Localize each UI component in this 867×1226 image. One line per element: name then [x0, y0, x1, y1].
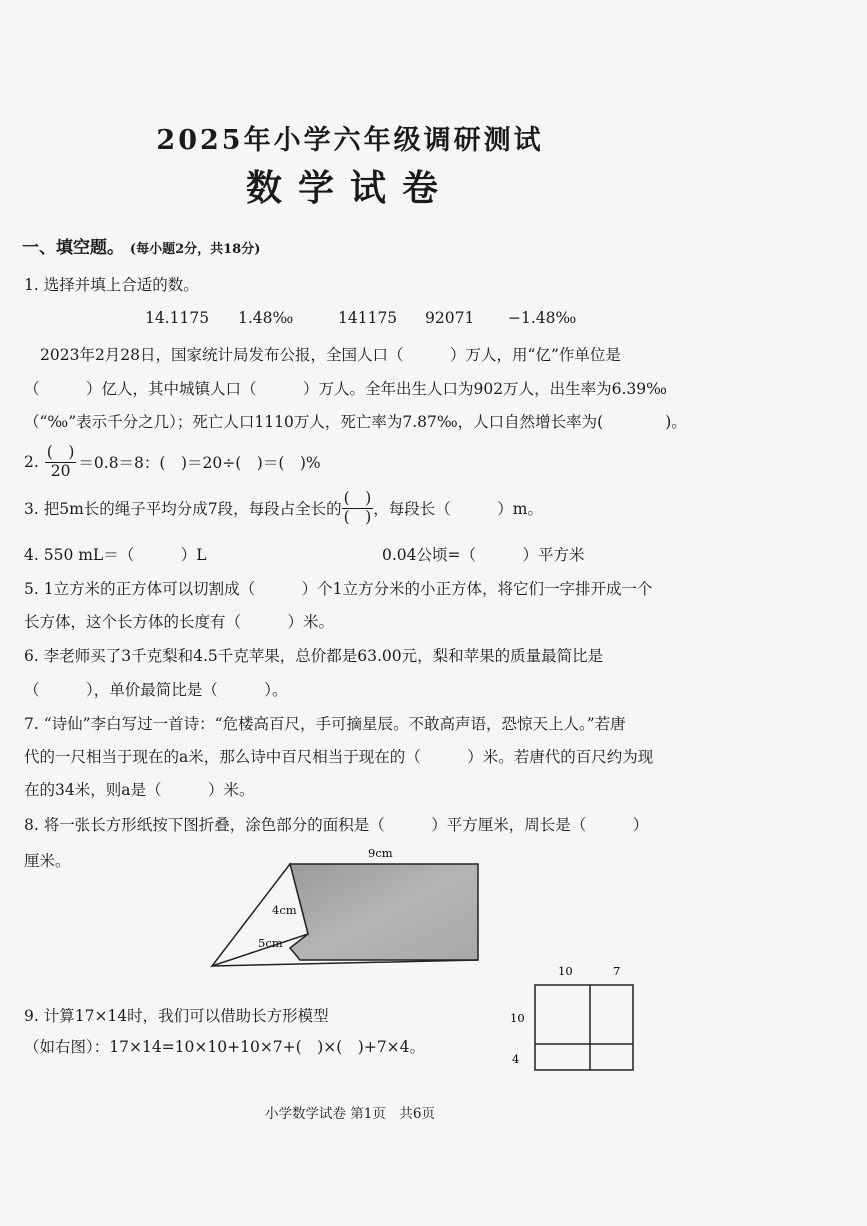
grid-left-label: 4 [512, 1052, 520, 1066]
q1-prompt: 1. 选择并填上合适的数。 [24, 276, 199, 294]
q6-line1: 6. 李老师买了3千克梨和4.5千克苹果，总价都是63.00元，梨和苹果的质量最简比是 [24, 647, 604, 665]
fraction-denominator: ( ) [343, 507, 372, 526]
q7-line1: 7. “诗仙”李白写过一首诗：“危楼高百尺，手可摘星辰。不敢高声语，恐惊天上人。”若唐 [24, 715, 626, 733]
q1-option: 92071 [425, 309, 475, 327]
label-4cm: 4cm [272, 903, 297, 917]
q3-text-pre: 3. 把5m长的绳子平均分成7段，每段占全长的 [24, 500, 342, 518]
q6-line2: （ ），单价最简比是（ ）。 [24, 681, 288, 699]
q1-option: 141175 [338, 309, 398, 327]
q7-line3: 在的34米，则a是（ ）米。 [24, 781, 255, 799]
grid-top-label: 7 [613, 964, 621, 978]
fraction-denominator: 20 [50, 461, 71, 480]
q1-option: 14.1175 [145, 309, 210, 327]
page-footer: 小学数学试卷 第1页 共6页 [265, 1106, 435, 1122]
label-9cm: 9cm [368, 846, 393, 860]
q1-text-line3: （“‰”表示千分之几）；死亡人口1110万人，死亡率为7.87‰，人口自然增长率为( )。 [24, 413, 687, 431]
q5-line2: 长方体，这个长方体的长度有（ ）米。 [24, 613, 335, 631]
exam-title: 2025年小学六年级调研测试 [156, 125, 544, 156]
fraction-numerator: ( ) [46, 443, 75, 462]
q8-line2: 厘米。 [24, 852, 71, 870]
q3-text-post: ，每段长（ ）m。 [373, 500, 543, 518]
q2-rest: ＝0.8＝8：( )＝20÷( )＝( )% [78, 454, 321, 472]
q7-line2: 代的一尺相当于现在的a米，那么诗中百尺相当于现在的（ ）米。若唐代的百尺约为现 [24, 748, 654, 766]
q4-right: 0.04公顷=（ ）平方米 [382, 546, 585, 564]
shaded-region [290, 864, 478, 960]
q9-line1: 9. 计算17×14时，我们可以借助长方形模型 [24, 1007, 329, 1025]
section-note: (每小题2分，共18分) [129, 242, 261, 257]
fraction-numerator: ( ) [343, 489, 372, 508]
section-title: 一、填空题。 [22, 238, 124, 258]
q3-fraction [342, 490, 374, 525]
folded-paper-figure [200, 840, 490, 975]
q1-option: 1.48‰ [238, 309, 294, 327]
q2-line [24, 439, 321, 485]
label-5cm: 5cm [258, 936, 283, 950]
q1-text-line1: 2023年2月28日，国家统计局发布公报，全国人口（ ）万人，用“亿”作单位是 [40, 346, 621, 364]
exam-subject-title: 数学试卷 [245, 167, 454, 209]
q4-left: 4. 550 mL＝（ ）L [24, 546, 207, 564]
bottom-edge [212, 960, 478, 966]
section-heading [22, 233, 260, 258]
grid-outer [535, 985, 633, 1070]
q1-option: −1.48‰ [508, 309, 577, 327]
grid-top-label: 10 [558, 964, 573, 978]
q2-number: 2. [24, 453, 39, 471]
rectangle-model-grid [500, 960, 650, 1080]
grid-left-label: 10 [510, 1011, 525, 1025]
q1-text-line2: （ ）亿人，其中城镇人口（ ）万人。全年出生人口为902万人，出生率为6.39‰ [24, 380, 667, 398]
q3-line [24, 485, 543, 531]
q5-line1: 5. 1立方米的正方体可以切割成（ ）个1立方分米的小正方体，将它们一字排开成一个 [24, 580, 653, 598]
q9-line2: （如右图）：17×14=10×10+10×7+( )×( )+7×4。 [24, 1038, 426, 1056]
q1-options [0, 309, 700, 329]
q2-fraction [45, 444, 77, 479]
q8-line1: 8. 将一张长方形纸按下图折叠，涂色部分的面积是（ ）平方厘米，周长是（ ） [24, 816, 649, 834]
